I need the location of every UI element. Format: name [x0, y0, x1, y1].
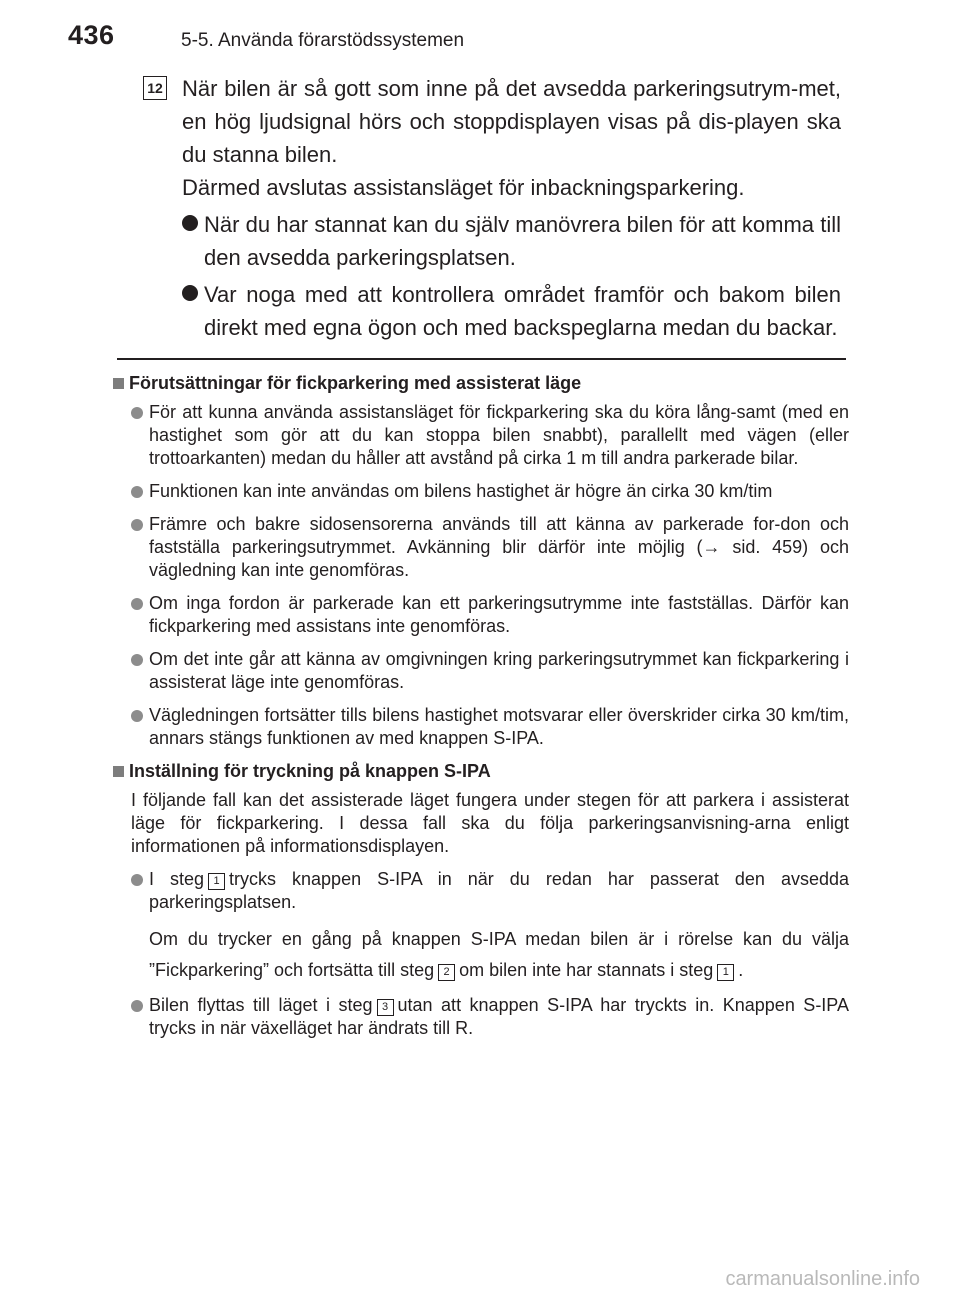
- note-text: I steg: [149, 869, 205, 889]
- note-text: Vägledningen fortsätter tills bilens hastighet motsvarar eller överskrider cirka 30 km/tim, annars stängs funktionen av med knappen S-IPA.: [149, 705, 849, 748]
- note-text: Bilen flyttas till läget i steg: [149, 995, 373, 1015]
- note-bullet: [113, 513, 849, 582]
- notes-section: [113, 372, 849, 1050]
- section-intro: I följande fall kan det assisterade läget fungera under stegen för att parkera i assisterat läge för fickparkering. I dessa fall ska du följa parkeringsanvisning-arna enligt informationen på informationsdisplayen.: [131, 790, 849, 856]
- step-number-badge: 12: [143, 76, 167, 100]
- divider: [117, 358, 846, 360]
- note-bullet: [113, 592, 849, 638]
- note-bullet: [113, 401, 849, 470]
- step-bullet-text: Var noga med att kontrollera området framför och bakom bilen direkt med egna ögon och med backspeglarna medan du backar.: [204, 282, 841, 340]
- page-number: 436: [68, 20, 115, 50]
- note-text: utan att knappen S-IPA har tryckts in. Knappen S-IPA trycks in när växelläget har ändrats till R.: [149, 995, 849, 1038]
- note-text: .: [738, 960, 744, 980]
- section-heading-text: Inställning för tryckning på knappen S-IPA: [129, 761, 491, 781]
- note-bullet: [113, 868, 849, 914]
- step-ref-badge: 3: [377, 999, 394, 1016]
- note-bullet: [113, 480, 849, 503]
- note-bullet: [113, 648, 849, 694]
- note-subparagraph: [113, 924, 849, 986]
- bullet-icon: [131, 519, 143, 531]
- step-text: [182, 72, 841, 344]
- section-heading: [113, 372, 849, 395]
- section-heading-text: Förutsättningar för fickparkering med assisterat läge: [129, 373, 582, 393]
- bullet-icon: [131, 486, 143, 498]
- square-bullet-icon: [113, 766, 124, 777]
- section-heading: [113, 760, 849, 783]
- note-bullet: [113, 994, 849, 1040]
- note-text: Om du trycker en gång på knappen S-IPA medan bilen är i rörelse kan du välja ”Fickparkering” och fortsätta till steg: [149, 929, 849, 980]
- note-text: För att kunna använda assistansläget för fickparkering ska du köra lång-samt (med en hastighet som gör att du kan stoppa bilen snabbt), parallellt med vägen (eller trottoarkanten) medan du håller att avstånd på cirka 1 m till andra parkerade bilar.: [149, 402, 849, 468]
- step-paragraph: Därmed avslutas assistansläget för inbackningsparkering.: [182, 175, 745, 200]
- bullet-icon: [131, 407, 143, 419]
- note-bullet: [113, 704, 849, 750]
- note-text: trycks knappen S-IPA in när du redan har passerat den avsedda parkeringsplatsen.: [149, 869, 849, 912]
- bullet-icon: [131, 710, 143, 722]
- note-text: om bilen inte har stannats i steg: [459, 960, 714, 980]
- bullet-icon: [131, 874, 143, 886]
- step-bullet: [182, 208, 841, 274]
- section-title: 5-5. Använda förarstödssystemen: [181, 30, 465, 51]
- step-ref-badge: 1: [208, 873, 225, 890]
- note-text: Om det inte går att känna av omgivningen kring parkeringsutrymmet kan fickparkering i assisterat läge inte genomföras.: [149, 649, 849, 692]
- bullet-icon: [131, 1000, 143, 1012]
- step-bullet-text: När du har stannat kan du själv manövrera bilen för att komma till den avsedda parkeringsplatsen.: [204, 212, 841, 270]
- watermark: carmanualsonline.info: [725, 1268, 920, 1290]
- step-bullet: [182, 278, 841, 344]
- square-bullet-icon: [113, 378, 124, 389]
- step-ref-badge: 2: [438, 964, 455, 981]
- note-text: Om inga fordon är parkerade kan ett parkeringsutrymme inte fastställas. Därför kan fickparkering med assistans inte genomföras.: [149, 593, 849, 636]
- page-header: [0, 0, 960, 60]
- note-text: Främre och bakre sidosensorerna används till att känna av parkerade for-don och fastställa parkeringsutrymmet. Avkänning blir därför inte möjlig (→ sid. 459) och vägledning kan inte genomföras.: [149, 514, 849, 580]
- step-ref-badge: 1: [717, 964, 734, 981]
- step-paragraph: När bilen är så gott som inne på det avsedda parkeringsutrym-met, en hög ljudsignal hörs och stoppdisplayen visas på dis-playen ska du stanna bilen.: [182, 76, 841, 167]
- bullet-icon: [182, 215, 198, 231]
- bullet-icon: [131, 598, 143, 610]
- bullet-icon: [182, 285, 198, 301]
- bullet-icon: [131, 654, 143, 666]
- note-text: Funktionen kan inte användas om bilens hastighet är högre än cirka 30 km/tim: [149, 481, 773, 501]
